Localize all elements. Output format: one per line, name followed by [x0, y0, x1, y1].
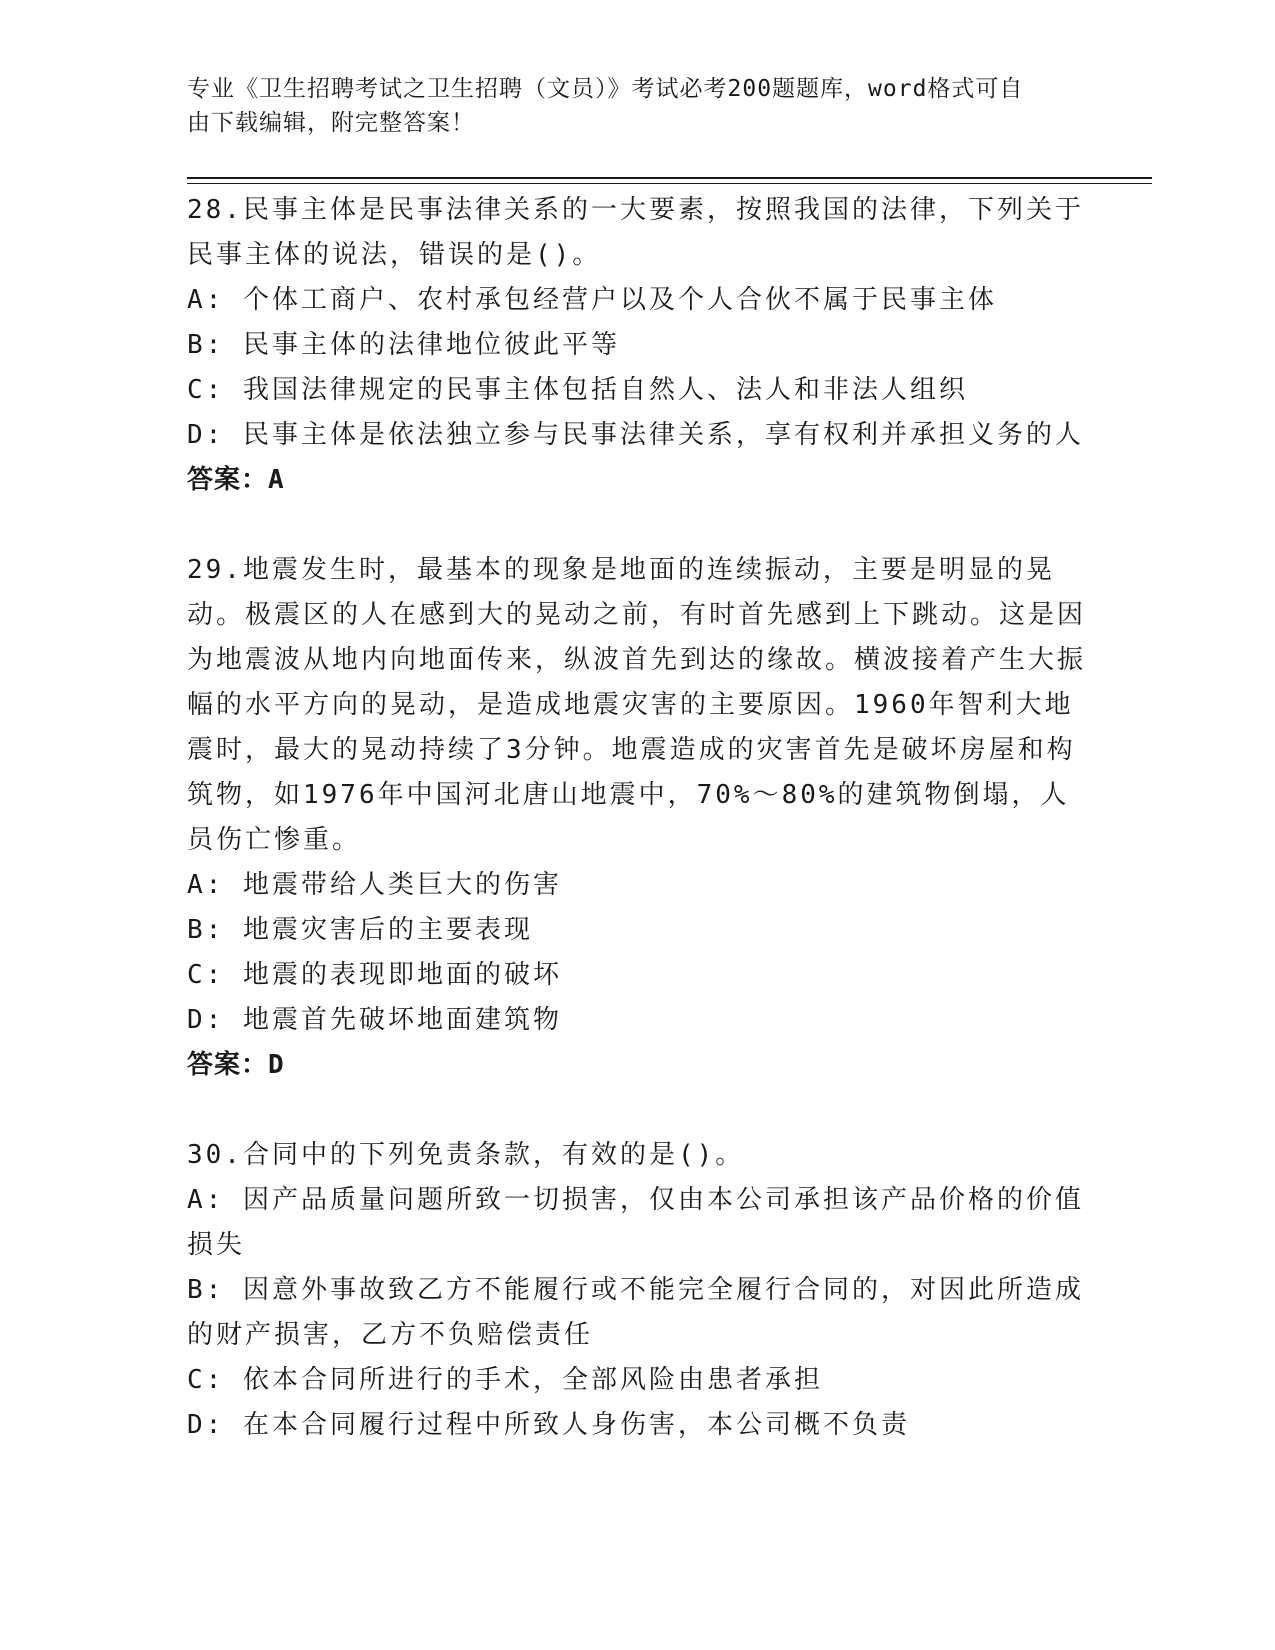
option-b: B: 地震灾害后的主要表现 [187, 915, 533, 945]
option-a: A: 个体工商户、农村承包经营户以及个人合伙不属于民事主体 [187, 285, 997, 315]
page-header [187, 72, 1067, 140]
answer: 答案：D [187, 1050, 285, 1080]
option-c: C: 我国法律规定的民事主体包括自然人、法人和非法人组织 [187, 375, 968, 405]
question-30 [187, 1133, 1087, 1448]
question-stem: 28.民事主体是民事法律关系的一大要素，按照我国的法律，下列关于民事主体的说法，错误的是()。 [187, 195, 1084, 270]
option-b: B: 因意外事故致乙方不能履行或不能完全履行合同的，对因此所造成的财产损害，乙方不负赔偿责任 [187, 1275, 1084, 1350]
question-28 [187, 188, 1087, 503]
option-b: B: 民事主体的法律地位彼此平等 [187, 330, 620, 360]
option-d: D: 在本合同履行过程中所致人身伤害，本公司概不负责 [187, 1410, 910, 1440]
option-a: A: 地震带给人类巨大的伤害 [187, 870, 562, 900]
option-a: A: 因产品质量问题所致一切损害，仅由本公司承担该产品价格的价值损失 [187, 1185, 1084, 1260]
header-line-1: 专业《卫生招聘考试之卫生招聘（文员）》考试必考200题题库，word格式可自 [187, 76, 1024, 102]
question-stem: 30.合同中的下列免责条款，有效的是()。 [187, 1140, 745, 1170]
header-line-2: 由下载编辑，附完整答案！ [187, 110, 475, 136]
option-d: D: 民事主体是依法独立参与民事法律关系，享有权利并承担义务的人 [187, 420, 1084, 450]
option-c: C: 依本合同所进行的手术，全部风险由患者承担 [187, 1365, 823, 1395]
option-d: D: 地震首先破坏地面建筑物 [187, 1005, 562, 1035]
question-stem: 29.地震发生时，最基本的现象是地面的连续振动，主要是明显的晃动。极震区的人在感到大的晃动之前，有时首先感到上下跳动。这是因为地震波从地内向地面传来，纵波首先到达的缘故。横波接着产生大振幅的水平方向的晃动，是造成地震灾害的主要原因。1960年智利大地震时，最大的晃动持续了3分钟。地震造成的灾害首先是破坏房屋和构筑物，如1976年中国河北唐山地震中，70%～80%的建筑物倒塌，人员伤亡惨重。 [187, 555, 1087, 855]
header-divider-thick [187, 177, 1152, 179]
header-divider-thin [187, 183, 1152, 184]
question-list [187, 188, 1087, 1493]
question-29 [187, 548, 1087, 1088]
option-c: C: 地震的表现即地面的破坏 [187, 960, 562, 990]
answer: 答案：A [187, 465, 285, 495]
